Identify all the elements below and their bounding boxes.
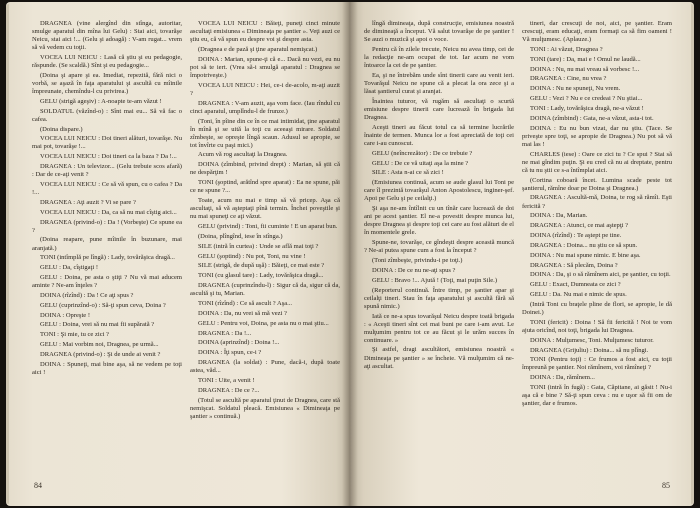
- text-paragraph: GELU (şoptind) : Nu pot, Toni, nu vine !: [198, 252, 306, 260]
- text-paragraph: CHARLES (iese) : Oare ce zici tu ? Ce spui ? Stai să ne mai gîndim puţin. Şi eu cred că nu ai dreptate, pentru că tu nu ştii ce s-a întîmplat aici.: [522, 150, 672, 174]
- text-paragraph: DOINA (rîzînd) : Te aştept pe tine.: [530, 232, 622, 240]
- text-paragraph: DOINA (zîmbind, privind drept) : Marian, să ştii că ne despărţim !: [190, 161, 340, 177]
- left-column-2: [190, 20, 340, 485]
- text-paragraph: DOINA : Nu ne spuneţi, Nu vrem.: [530, 85, 621, 93]
- open-book: [6, 2, 694, 506]
- text-paragraph: DRAGNEA (la soldat) : Pune, dacă-i, după toate astea, văd...: [190, 359, 340, 375]
- text-paragraph: Pentru că în zilele trecute, Neicu nu avea timp, cei de la redacţie ne-am ocupat de tot. Iar acum ne vom întoarce la cei de pe şantier.: [364, 45, 514, 70]
- text-paragraph: DRAGNEA : Doina... nu ştiu ce să spun.: [530, 241, 638, 249]
- text-paragraph: TONI (rîzînd) : Ce să ascult ? Aşa...: [198, 300, 293, 307]
- text-paragraph: Spune-ne, tovarăşe, ce gîndeşti despre această muncă ? Ne-ai putea spune cum a fost la început ?: [364, 239, 514, 255]
- text-paragraph: GELU (cuprinzînd-o) : Să-ţi spun ceva, Doina ?: [40, 301, 166, 309]
- text-paragraph: DOINA : Da, şi o să rămînem aici, pe şantier, cu toţii.: [530, 271, 671, 279]
- text-paragraph: DRAGNEA : Să plecăm, Doina ?: [530, 261, 618, 269]
- text-paragraph: GELU : Doina, vrei să nu mai fii supărată ?: [40, 321, 155, 329]
- text-paragraph: TONI (intră în fugă) : Gata, Căpitane, ai găsit ! Nu-i aşa că e bine ? Să-ţi spun ceva : nu e uşor să fii om de şantier, dar e frumos.: [522, 384, 672, 408]
- text-paragraph: (Doina şi apare şi ea. Imediat, repezită, fără nici o vorbă, se aşază în faţa aparatului şi ascultă cu mîinile împreunate, chemîndu-l cu privirea.): [32, 71, 182, 95]
- text-paragraph: TONI (cu glasul tare) : Lady, tovărăşica dragă...: [198, 272, 324, 280]
- text-paragraph: Şi astfel, dragi ascultători, emisiunea noastră « Dimineaţa pe şantier » se încheie. Vă mulţumim că ne-aţi ascultat.: [364, 346, 514, 370]
- page-number: 84: [34, 481, 42, 490]
- text-paragraph: Acum vă rog ascultaţi la Dragnea.: [198, 151, 288, 159]
- text-paragraph: GELU (neîncrezător) : De ce trebuie ?: [372, 149, 473, 157]
- right-page: [350, 2, 694, 506]
- text-paragraph: GELU (strigă ageşiv) : A-noapte te-am văzut !: [40, 97, 162, 105]
- text-paragraph: DOINA : Eu nu bun vizat, dar nu ştiu. (Tace. Se priveşte spre toţi, se apropie de Dragnea.) Nu pot să vă mai las !: [522, 124, 672, 148]
- right-column-1: [364, 20, 514, 485]
- text-paragraph: VOCEA LUI NEICU : Ce să vă spun, cu o cafea ? Da !...: [32, 181, 182, 197]
- text-paragraph: DOINA (aprinzînd) : Doina !...: [198, 339, 280, 347]
- text-paragraph: DRAGNEA : V-am auzit, aşa vom face. (Iau rîndul cu cinci aparatul, umplîndu-l de frunze.): [190, 99, 340, 115]
- text-paragraph: DOINA : Da, rămînem...: [530, 374, 595, 382]
- text-paragraph: DOINA : Da, Marian.: [530, 212, 588, 220]
- text-paragraph: (Dragnea e de pază şi ţine aparatul nemişcat.): [198, 45, 318, 53]
- text-paragraph: (Doina reapare, pune mîinile în buzunare, mai aranjată.): [32, 236, 182, 252]
- left-page: [6, 2, 350, 506]
- text-paragraph: DOINA : Nu mai spune nimic. E bine aşa.: [530, 251, 641, 259]
- page-number: 85: [662, 481, 670, 490]
- text-paragraph: DOINA : Opreşte !: [40, 311, 90, 319]
- text-paragraph: DRAGNEA : Da !...: [198, 329, 252, 337]
- text-paragraph: TONI (şoptind, arătînd spre aparat) : Ea ne spune, păi ce ne spune ?...: [190, 179, 340, 195]
- text-paragraph: (Totul se ascultă pe aparatul ţinut de Dragnea, care stă nemişcat. Soldatul pleacă. Emisiunea « Dimineaţa pe şantier » continuă.): [190, 396, 340, 420]
- left-column-1: [32, 20, 182, 485]
- text-paragraph: lîngă dimineaţa, după construcţie, emisiunea noastră de dimineaţă a început. Vă salut tovarăşe de pe şantier ! Se auzi o muzică şi apoi o voce.: [364, 20, 514, 44]
- text-paragraph: SOLDATUL (văzînd-o) : Sînt mai eu... Să vă fac o cafea.: [32, 107, 182, 123]
- right-column-2: [522, 20, 672, 485]
- text-paragraph: Iată ce ne-a spus tovarăşul Neicu despre toată brigada : « Aceşti tineri sînt cei mai buni pe care i-am avut. Le mulţumim pentru tot ce au făcut şi le urăm succes în continuare. »: [364, 312, 514, 344]
- text-paragraph: GELU : Bravo !... Ajută ! (Toţi, mai puţin Sile.): [372, 276, 498, 284]
- text-paragraph: VOCEA LUI NEICU : Doi tineri ca la baza ? Da !...: [40, 153, 177, 161]
- text-paragraph: Ea, şi ne întrebăm unde sînt tinerii care au venit ieri. Tovarăşul Neicu ne spune că a plecat la ora zece şi a lăsat şantierul curat şi aranjat.: [364, 71, 514, 95]
- text-paragraph: DRAGNEA (cuprinzîndu-l) : Sigur că da, sigur că da, ascultă şi tu, Marian.: [190, 282, 340, 298]
- text-paragraph: DRAGNEA : Aţi auzit ? Vi se pare ?: [40, 198, 136, 206]
- text-paragraph: DRAGNEA (Grijuliu) : Doina... să nu plîngi.: [530, 346, 649, 354]
- text-paragraph: DOINA (rîzînd) : Da ! Ce aţi spus ?: [40, 291, 134, 299]
- text-paragraph: VOCEA LUI NEICU : Da, ca să nu mai cîştig aici...: [40, 208, 177, 216]
- text-paragraph: DOINA : De ce nu ne-aţi spus ?: [372, 266, 456, 274]
- text-paragraph: GELU : Doina, pe asta o ştiţi ? Nu vă mai aducem aminte ? Ne-am înţeles ?: [32, 274, 182, 290]
- text-paragraph: SILE (strigă, de după uşă) : Băieţi, ce mai este ?: [198, 262, 325, 270]
- text-paragraph: (Toni zîmbeşte, privindu-i pe toţi.): [372, 257, 463, 265]
- text-paragraph: DRAGNEA (privind-o) : Şi de unde ai venit ?: [40, 351, 161, 359]
- text-paragraph: DRAGNEA : Cine, nu vrea ?: [530, 75, 607, 83]
- text-paragraph: SILE (intră în curtea) : Unde se află mai toţi ?: [198, 242, 319, 250]
- text-paragraph: GELU : Pentru voi, Doina, pe asta nu o mai ştiu...: [198, 319, 329, 327]
- text-paragraph: GELU : Exact, Dumneata ce zici ?: [530, 281, 621, 289]
- text-paragraph: DOINA : Spuneţi, mai bine aşa, să ne vedem pe toţi aici !: [32, 360, 182, 376]
- text-paragraph: DRAGNEA : Ascultă-mă, Doina, te rog să rămîi. Eşti fericită ?: [522, 194, 672, 210]
- text-paragraph: Şi aşa ne-am întîlnit cu un tînăr care lucrează de doi ani pe acest şantier. El ne-a povestit despre munca lui, despre Dragnea şi despre toţi cei care au fost alături de el în momentele grele.: [364, 205, 514, 237]
- text-paragraph: DRAGNEA : Atunci, ce mai aştepţi ?: [530, 222, 629, 230]
- page-edge: [6, 4, 9, 504]
- text-paragraph: GELU (privind) : Toni, fii cuminte ! E un aparat bun.: [198, 223, 338, 231]
- text-paragraph: Aceşti tineri au făcut totul ca să termine lucrările înainte de termen. Munca lor a fost apreciată de toţi cei care i-au cunoscut.: [364, 123, 514, 147]
- text-paragraph: DRAGNEA : Un televizor... (Gelu trebuie scos afară) : Dar de ce-aţi venit ?: [32, 163, 182, 179]
- text-paragraph: GELU : Da, cîştigaţi !: [40, 264, 98, 272]
- text-paragraph: TONI (tare) : Da, mai e ! Omul ne laudă...: [530, 55, 641, 63]
- text-paragraph: GELU : De ce vă uitaţi aşa la mine ?: [372, 159, 469, 167]
- right-page-columns: [364, 20, 672, 485]
- text-paragraph: DOINA : Îţi spun, ce-i ?: [198, 349, 262, 357]
- text-paragraph: SILE : Asta n-ai ce să zici !: [372, 169, 444, 177]
- text-paragraph: DRAGNEA : De ce ?...: [198, 386, 260, 394]
- text-paragraph: (Intră Toni cu braţele pline de flori, se apropie, le dă Doinei.): [522, 300, 672, 316]
- text-paragraph: VOCEA LUI NEICU : Hei, ce-i de-acolo, m-aţi auzit ?: [190, 81, 340, 97]
- text-paragraph: TONI (intîmplă pe lîngă) : Lady, tovărăşica dragă...: [40, 254, 175, 262]
- text-paragraph: (Toni, în pîine din ce în ce mai intimidat, ţine aparatul în mînă şi se uită la toţi cu aceeaşi mirare. Soldatul zîmbeşte, se opreşte lîngă scaun. Adusul se apropie, se tot învîrte cu paşi mici.): [190, 117, 340, 149]
- text-paragraph: DOINA : Mulţumesc, Toni. Mulţumesc tuturor.: [530, 336, 654, 344]
- text-paragraph: TONI : Uite, a venit !: [198, 376, 255, 384]
- text-paragraph: DOINA : Da, nu vrei să mă vezi ?: [198, 309, 287, 317]
- text-paragraph: TONI (Pentru toţi) : Ce frumos a fost aici, cu toţii împreună pe şantier. Noi rămînem, voi rămîneţi ?: [522, 356, 672, 372]
- text-paragraph: Toate, acum nu mai e timp să vă pricep. Aşa că ascultaţi, să vă aşteptaţi pînă termin. Închei poveştile şi nu mai spuneţi ce aţi văzut.: [190, 197, 340, 221]
- text-paragraph: DRAGNEA (vine alergînd din stînga, autoritar, smulge aparatul din mîna lui Gelu) : Stai aici, tovarăşe Neicu, stai aici !... (Gelu şi adoagă) : V-am rugat... vrem să vă vedem cu toţii.: [32, 20, 182, 52]
- text-paragraph: DOINA : Nu, nu mai vreau să vorbesc !...: [530, 65, 640, 73]
- text-paragraph: Înaintea tuturor, vă rugăm să ascultaţi o scurtă emisiune despre tinerii care lucrează în brigada lui Dragnea.: [364, 97, 514, 121]
- text-paragraph: GELU : Da. Nu mai e nimic de spus.: [530, 291, 627, 299]
- text-paragraph: tineri, dar crescuţi de noi, aici, pe şantier. Eram crescuţi, eram educaţi, eram formaţi ca să fim oameni ! Vă mulţumesc. (Aplauze.): [522, 20, 672, 44]
- text-paragraph: DRAGNEA (privind-o) : Da ! (Vorbeşte) Ce spune ea ?: [32, 218, 182, 234]
- text-paragraph: TONI (fericit) : Doina ! Să fii fericită ! Noi te vom ajuta oricînd, noi toţi, brigada lui Dragnea.: [522, 318, 672, 334]
- page-edge: [691, 4, 694, 504]
- text-paragraph: DOINA (zîmbind) : Gata, ne-a văzut, asta-i tot.: [530, 114, 654, 122]
- text-paragraph: VOCEA LUI NEICU : Doi tineri alături, tovarăşe. Nu mai pot, tovarăşe !...: [32, 135, 182, 151]
- text-paragraph: VOCEA LUI NEICU : Lasă că ştiu şi eu pedagogie, răspunde. (Se scaldă.) Sînt şi eu pedagogie...: [32, 53, 182, 70]
- text-paragraph: GELU : Vezi ? Nu e ce credeai ? Nu ştiai...: [530, 95, 643, 103]
- text-paragraph: TONI : Şi mie, tu ce zici ?: [40, 331, 109, 339]
- book-gutter: [342, 2, 358, 506]
- text-paragraph: (Cortina coboară încet. Lumina scade peste tot şantierul, rămîne doar pe Doina şi Dragnea.): [522, 176, 672, 192]
- text-paragraph: TONI : Lady, tovărăşica dragă, ne-a văzut !: [530, 105, 644, 112]
- text-paragraph: (Doina dispare.): [40, 125, 83, 133]
- text-paragraph: VOCEA LUI NEICU : Băieţi, puneţi cinci minute ascultaţi emisiunea « Dimineaţa pe şantier ». Veţi auzi ce ştiu eu, că vă spun eu despre voi şi despre asta.: [190, 20, 340, 44]
- left-page-columns: [32, 20, 340, 485]
- text-paragraph: (Emisiunea continuă, acum se aude glasul lui Toni pe care îl prezintă tovarăşul Anton Apostolescu, inginer-şef. Apoi pe Gelu şi pe ceilalţi.): [364, 179, 514, 203]
- text-paragraph: TONI : Ai văzut, Dragnea ?: [530, 45, 603, 53]
- text-paragraph: DOINA : Marian, spune-ţi că e... Dacă nu vezi, eu nu pot să te iert. (Vrea să-i smulgă aparatul : Dragnea se împotriveşte.): [190, 55, 340, 79]
- text-paragraph: GELU : Mai vorbim noi, Dragnea, pe urmă...: [40, 341, 159, 349]
- text-paragraph: (Reporterul continuă. Între timp, pe şantier apar şi ceilalţi tineri. Stau în faţa aparatului şi ascultă fără să spună nimic.): [364, 286, 514, 310]
- text-paragraph: (Doina, plîngînd, iese în stînga.): [198, 232, 283, 240]
